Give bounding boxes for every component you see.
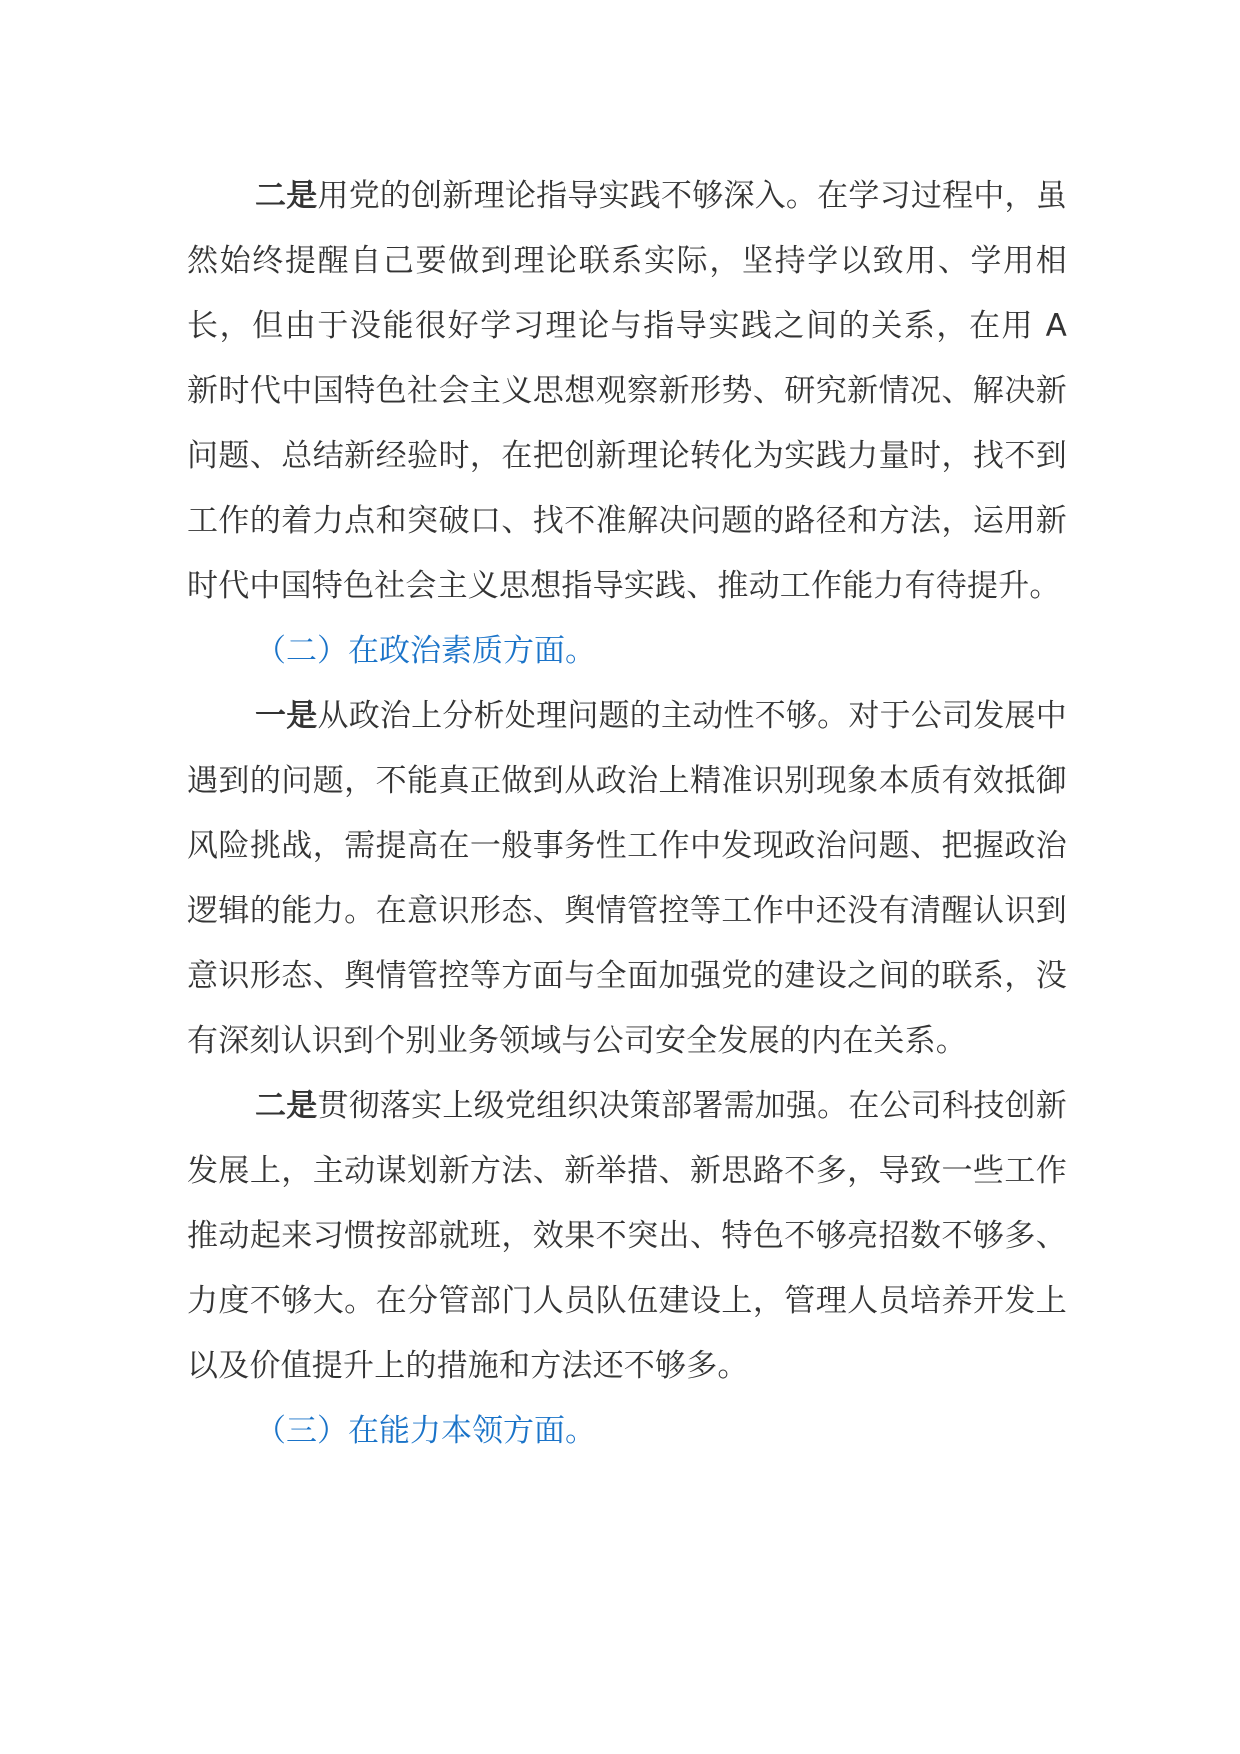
paragraph-implementation bbox=[187, 1074, 1067, 1399]
paragraph-text: 用党的创新理论指导实践不够深入。在学习过程中，虽然始终提醒自己要做到理论联系实际，坚持学以致用、学用相长，但由于没能很好学习理论与指导实践之间的关系，在用 A 新时代中国特色社会主义思想观察新形势、研究新情况、解决新问题、总结新经验时，在把创新理论转化为实践力量时，找不到工作的着力点和突破口、找不准解决问题的路径和方法，运用新时代中国特色社会主义思想指导实践、推动工作能力有待提升。 bbox=[187, 178, 1067, 604]
section-heading-ability: （三）在能力本领方面。 bbox=[255, 1413, 596, 1449]
paragraph-lead-label: 一是 bbox=[255, 698, 318, 734]
paragraph-lead-label: 二是 bbox=[255, 1088, 318, 1124]
section-heading-political-quality: （二）在政治素质方面。 bbox=[255, 633, 596, 669]
paragraph-lead-label: 二是 bbox=[255, 178, 318, 214]
paragraph-political-theory-practice bbox=[187, 164, 1067, 619]
paragraph-political-analysis bbox=[187, 684, 1067, 1074]
document-page bbox=[187, 164, 1067, 1464]
paragraph-text: 从政治上分析处理问题的主动性不够。对于公司发展中遇到的问题，不能真正做到从政治上精准识别现象本质有效抵御风险挑战，需提高在一般事务性工作中发现政治问题、把握政治逻辑的能力。在意识形态、舆情管控等工作中还没有清醒认识到意识形态、舆情管控等方面与全面加强党的建设之间的联系，没有深刻认识到个别业务领域与公司安全发展的内在关系。 bbox=[187, 698, 1067, 1059]
paragraph-text: 贯彻落实上级党组织决策部署需加强。在公司科技创新发展上，主动谋划新方法、新举措、新思路不多，导致一些工作推动起来习惯按部就班，效果不突出、特色不够亮招数不够多、力度不够大。在分管部门人员队伍建设上，管理人员培养开发上以及价值提升上的措施和方法还不够多。 bbox=[187, 1088, 1067, 1384]
